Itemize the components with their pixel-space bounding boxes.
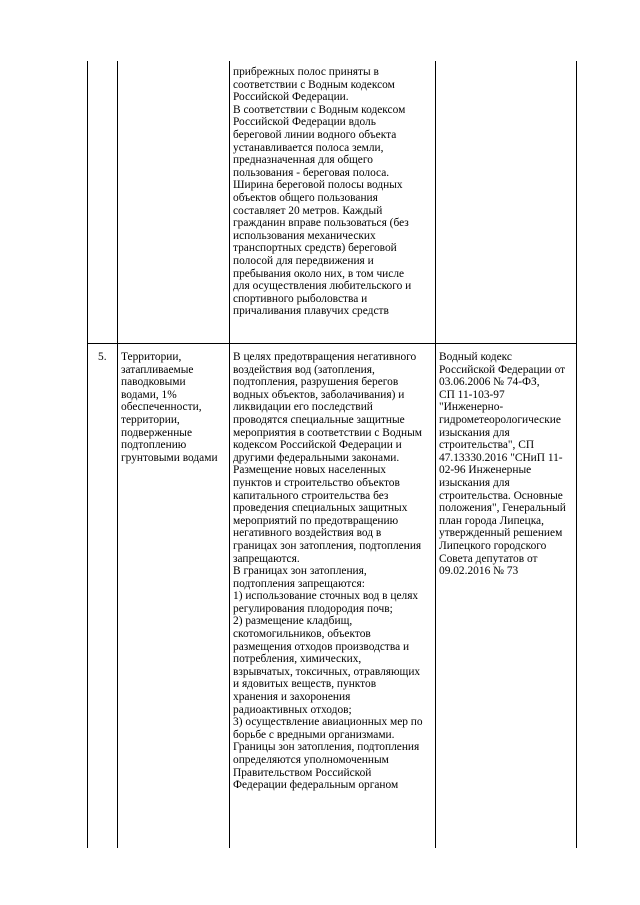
text-line: подверженные [121,426,192,439]
text-line: изыскания для [439,476,510,489]
text-line: прибрежных полос приняты в [233,66,379,78]
text-line: грунтовыми водами [121,451,218,464]
requirements-cell [233,351,423,792]
text-line: план города Липецка, [439,514,544,527]
text-line: скотомогильников, объектов [233,628,371,641]
text-line: негативного воздействия вод в [233,527,382,540]
text-line: Правительством Российской [233,766,372,779]
text-line: Липецкого городского [439,539,547,552]
text-line: водами, 1% [121,388,177,401]
text-line: объектов общего пользования [233,191,378,204]
text-line: проводятся специальные защитные [233,413,405,426]
text-line: Территории, [121,351,182,363]
text-line: строительства", СП [439,439,535,452]
text-line: другими федеральными законами. [233,451,400,464]
text-line: обеспеченности, [121,401,202,414]
text-line: территории, [121,413,180,426]
text-line: границах зон затопления, подтопления [233,539,422,552]
text-line: и ядовитых веществ, пунктов [233,678,377,691]
legal-basis-cell [439,351,566,578]
text-line: 47.13330.2016 "СНиП 11- [439,451,563,464]
text-line: капитального строительства без [233,489,389,502]
text-line: Российской Федерации от [439,363,566,376]
text-line: Российской Федерации. [233,91,349,104]
text-line: водных объектов, заболачивания) и [233,388,405,401]
text-line: подтопления, разрушения берегов [233,376,399,389]
text-line: В целях предотвращения негативного [233,351,417,363]
text-line: использования механических [233,229,376,242]
text-line: 09.02.2016 № 73 [439,565,519,578]
text-line: строительства. Основные [439,489,563,502]
text-line: мероприятия в соответствии с Водным [233,426,422,439]
text-line: для осуществления любительского и [233,280,412,293]
text-line: затапливаемые [121,363,194,376]
text-line: изыскания для [439,426,510,439]
text-line: хранения и захоронения [233,691,351,704]
text-line: Границы зон затопления, подтопления [233,741,420,754]
text-line: паводковыми [121,376,186,389]
zone-name-cell [121,351,218,464]
text-line: 3) осуществление авиационных мер по [233,716,423,729]
text-line: 2) размещение кладбищ, [233,615,353,628]
text-line: соответствии с Водным кодексом [233,78,395,91]
text-line: транспортных средств) береговой [233,242,397,255]
text-line: Российской Федерации вдоль [233,116,376,129]
text-line: гражданин вправе пользоваться (без [233,217,409,230]
text-line: Федерации федеральным органом [233,779,399,792]
table-border-col3 [435,61,436,848]
row-number: 5. [98,351,107,363]
text-line: составляет 20 метров. Каждый [233,204,383,217]
text-line: Ширина береговой полосы водных [233,179,403,192]
text-line: береговой линии водного объекта [233,128,397,141]
table-border-col1 [117,61,118,848]
text-line: кодексом Российской Федерации и [233,439,402,452]
text-line: воздействия вод (затопления, [233,363,375,376]
text-line: регулирования плодородия почв; [233,602,393,615]
text-line: спортивного рыболовства и [233,292,368,305]
text-line: причаливания плавучих средств [233,305,389,318]
text-line: пользования - береговая полоса. [233,166,390,179]
text-line: полосой для передвижения и [233,254,374,267]
table-border-right [576,61,577,848]
text-line: определяются уполномоченным [233,754,389,766]
text-line: "Инженерно- [439,401,504,414]
text-line: размещения отходов производства и [233,640,410,653]
text-line: потребления, химических, [233,653,362,666]
text-line: подтопления запрещаются: [233,577,365,590]
text-line: проведения специальных защитных [233,502,408,515]
text-line: мероприятий по предотвращению [233,514,399,527]
text-line: утвержденный решением [439,527,563,540]
text-line: радиоактивных отходов; [233,703,352,716]
text-line: положения", Генеральный [439,502,566,515]
text-line: борьбе с вредными организмами. [233,728,395,741]
table-row-divider [87,343,577,344]
text-line: 1) использование сточных вод в целях [233,590,419,603]
text-line: СП 11-103-97 [439,388,505,401]
text-line: В границах зон затопления, [233,565,367,578]
table-border-left [87,61,88,848]
text-line: Совета депутатов от [439,552,538,565]
text-line: взрывчатых, токсичных, отравляющих [233,665,421,678]
text-line: предназначенная для общего [233,154,373,167]
text-line: 02-96 Инженерные [439,464,532,477]
text-line: устанавливается полоса земли, [233,141,384,154]
text-line: пребывания около них, в том числе [233,267,405,280]
text-line: В соответствии с Водным кодексом [233,103,406,116]
text-line: ликвидации его последствий [233,401,373,414]
text-line: подтоплению [121,439,187,452]
text-line: пунктов и строительство объектов [233,476,400,489]
text-line: запрещаются. [233,552,300,565]
text-line: Водный кодекс [439,351,512,363]
table-border-col2 [229,61,230,848]
continued-requirements-cell [233,66,411,318]
text-line: Размещение новых населенных [233,464,386,477]
text-line: 03.06.2006 № 74-ФЗ, [439,376,540,389]
text-line: гидрометеорологические [439,413,561,426]
